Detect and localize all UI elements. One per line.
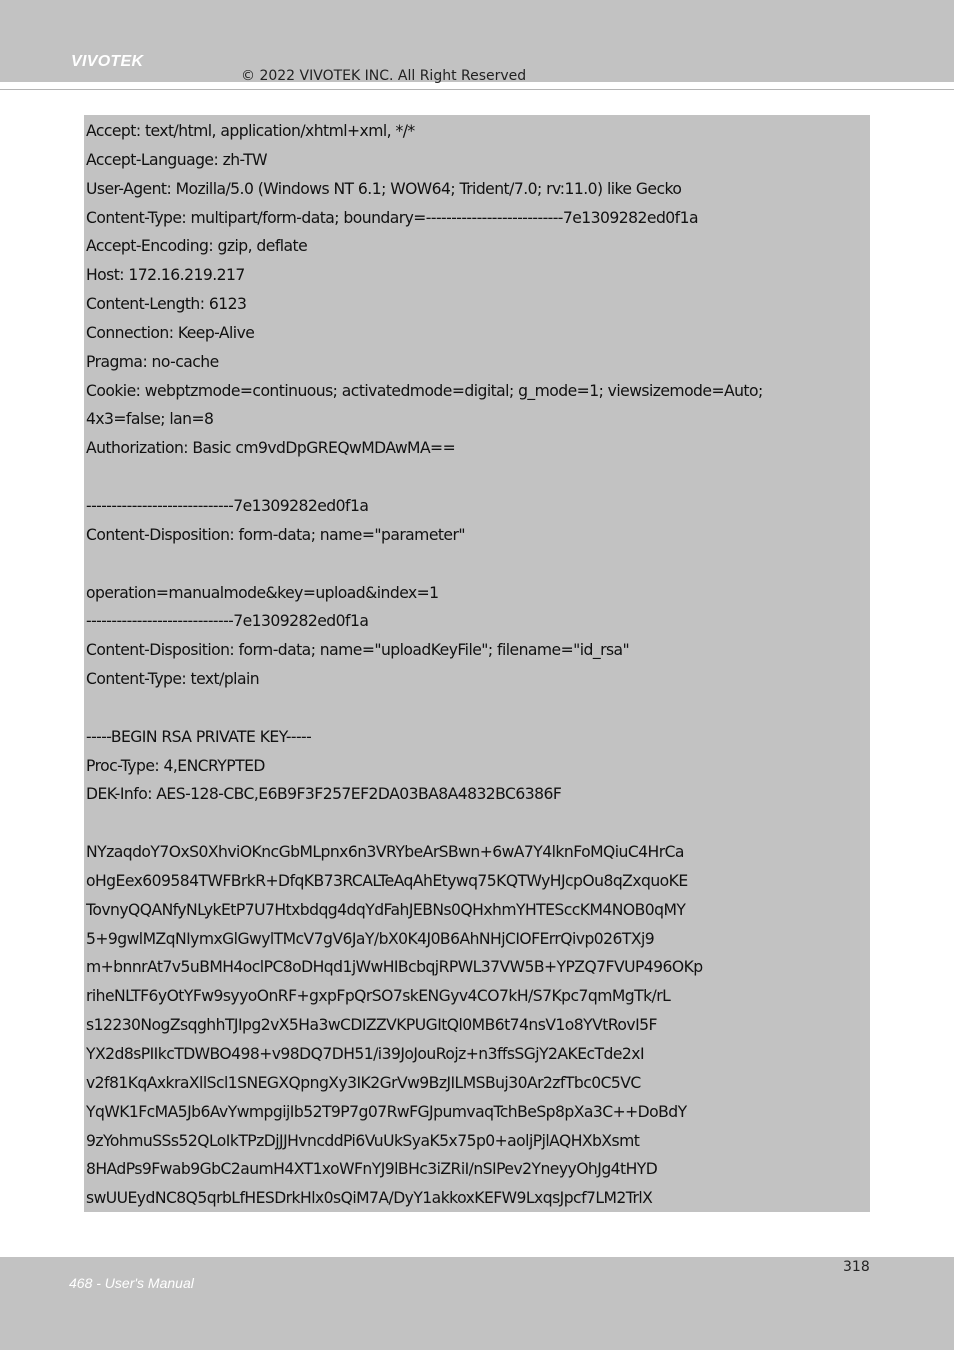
- code-line: YX2d8sPIIkcTDWBO498+v98DQ7DH51/i39JoJouRojz+n3ffsSGjY2AKEcTde2xI: [86, 1045, 645, 1063]
- code-line: [86, 463, 870, 492]
- code-line: Pragma: no-cache: [86, 352, 219, 371]
- code-line: [86, 694, 870, 723]
- code-line: -----------------------------7e1309282ed0f1a: [86, 496, 369, 515]
- code-line: YqWK1FcMA5Jb6AvYwmpgijIb52T9P7g07RwFGJpumvaqTchBeSp8pXa3C++DoBdY: [86, 1102, 687, 1121]
- code-line: Accept: text/html, application/xhtml+xml, */*: [86, 122, 415, 140]
- code-line: swUUEydNC8Q5qrbLfHESDrkHlx0sQiM7A/DyY1akkoxKEFW9LxqsJpcf7LM2TrlX: [86, 1189, 653, 1208]
- code-line: User-Agent: Mozilla/5.0 (Windows NT 6.1; WOW64; Trident/7.0; rv:11.0) like Gecko: [86, 179, 682, 198]
- code-line: riheNLTF6yOtYFw9syyoOnRF+gxpFpQrSO7skENGyv4CO7kH/S7Kpc7qmMgTk/rL: [86, 987, 671, 1006]
- code-line: Proc-Type: 4,ENCRYPTED: [86, 756, 265, 775]
- code-line: Authorization: Basic cm9vdDpGREQwMDAwMA==: [86, 439, 456, 458]
- code-line: Host: 172.16.219.217: [86, 266, 245, 285]
- code-line: -----------------------------7e1309282ed0f1a: [86, 612, 369, 631]
- page-footer: [0, 1257, 954, 1350]
- code-line: 8HAdPs9Fwab9GbC2aumH4XT1xoWFnYJ9lBHc3iZRiI/nSIPev2YneyyOhJg4tHYD: [86, 1160, 658, 1179]
- code-line: Connection: Keep-Alive: [86, 323, 255, 342]
- code-line: Cookie: webptzmode=continuous; activatedmode=digital; g_mode=1; viewsizemode=Auto;: [86, 381, 763, 400]
- code-line: 4x3=false; lan=8: [86, 410, 214, 429]
- code-line: Accept-Language: zh-TW: [86, 150, 268, 169]
- manual-page-label: 468 - User's Manual: [69, 1275, 194, 1291]
- code-line: v2f81KqAxkraXllScl1SNEGXQpngXy3IK2GrVw9BzJILMSBuj30Ar2zfTbc0C5VC: [86, 1073, 641, 1092]
- code-line: Content-Length: 6123: [86, 295, 247, 314]
- code-line: operation=manualmode&key=upload&index=1: [86, 583, 439, 602]
- page-number: 318: [843, 1259, 870, 1275]
- code-line: s12230NogZsqghhTJIpg2vX5Ha3wCDIZZVKPUGItQl0MB6t74nsV1o8YVtRovI5F: [86, 1016, 657, 1035]
- page-header: [0, 0, 954, 82]
- code-line: Content-Disposition: form-data; name="parameter": [86, 525, 465, 544]
- code-line: [86, 550, 870, 579]
- code-line: Accept-Encoding: gzip, deflate: [86, 237, 308, 256]
- code-line: NYzaqdoY7OxS0XhviOKncGbMLpnx6n3VRYbeArSBwn+6wA7Y4lknFoMQiuC4HrCa: [86, 843, 684, 862]
- code-line: -----BEGIN RSA PRIVATE KEY-----: [86, 727, 312, 746]
- code-line: Content-Type: multipart/form-data; boundary=---------------------------7e1309282ed0f1a: [86, 208, 698, 227]
- copyright-notice: © 2022 VIVOTEK INC. All Right Reserved: [241, 68, 527, 84]
- code-line: [86, 809, 870, 838]
- code-block: [84, 115, 870, 1212]
- header-divider: [0, 89, 954, 90]
- code-line: Content-Type: text/plain: [86, 670, 260, 689]
- code-line: 9zYohmuSSs52QLoIkTPzDjJJHvncddPi6VuUkSyaK5x75p0+aoljPjlAQHXbXsmt: [86, 1131, 640, 1150]
- code-line: oHgEex609584TWFBrkR+DfqKB73RCALTeAqAhEtywq75KQTWyHJcpOu8qZxquoKE: [86, 871, 688, 890]
- code-line: DEK-Info: AES-128-CBC,E6B9F3F257EF2DA03BA8A4832BC6386F: [86, 785, 562, 804]
- brand-logo: VIVOTEK: [71, 53, 144, 70]
- code-line: TovnyQQANfyNLykEtP7U7Htxbdqg4dqYdFahJEBNs0QHxhmYHTESccKM4NOB0qMY: [86, 900, 686, 919]
- code-line: m+bnnrAt7v5uBMH4oclPC8oDHqd1jWwHIBcbqjRPWL37VW5B+YPZQ7FVUP496OKp: [86, 958, 703, 977]
- code-line: 5+9gwlMZqNIymxGlGwylTMcV7gV6JaY/bX0K4J0B6AhNHjCIOFErrQivp026TXj9: [86, 929, 655, 948]
- code-line: Content-Disposition: form-data; name="uploadKeyFile"; filename="id_rsa": [86, 641, 630, 660]
